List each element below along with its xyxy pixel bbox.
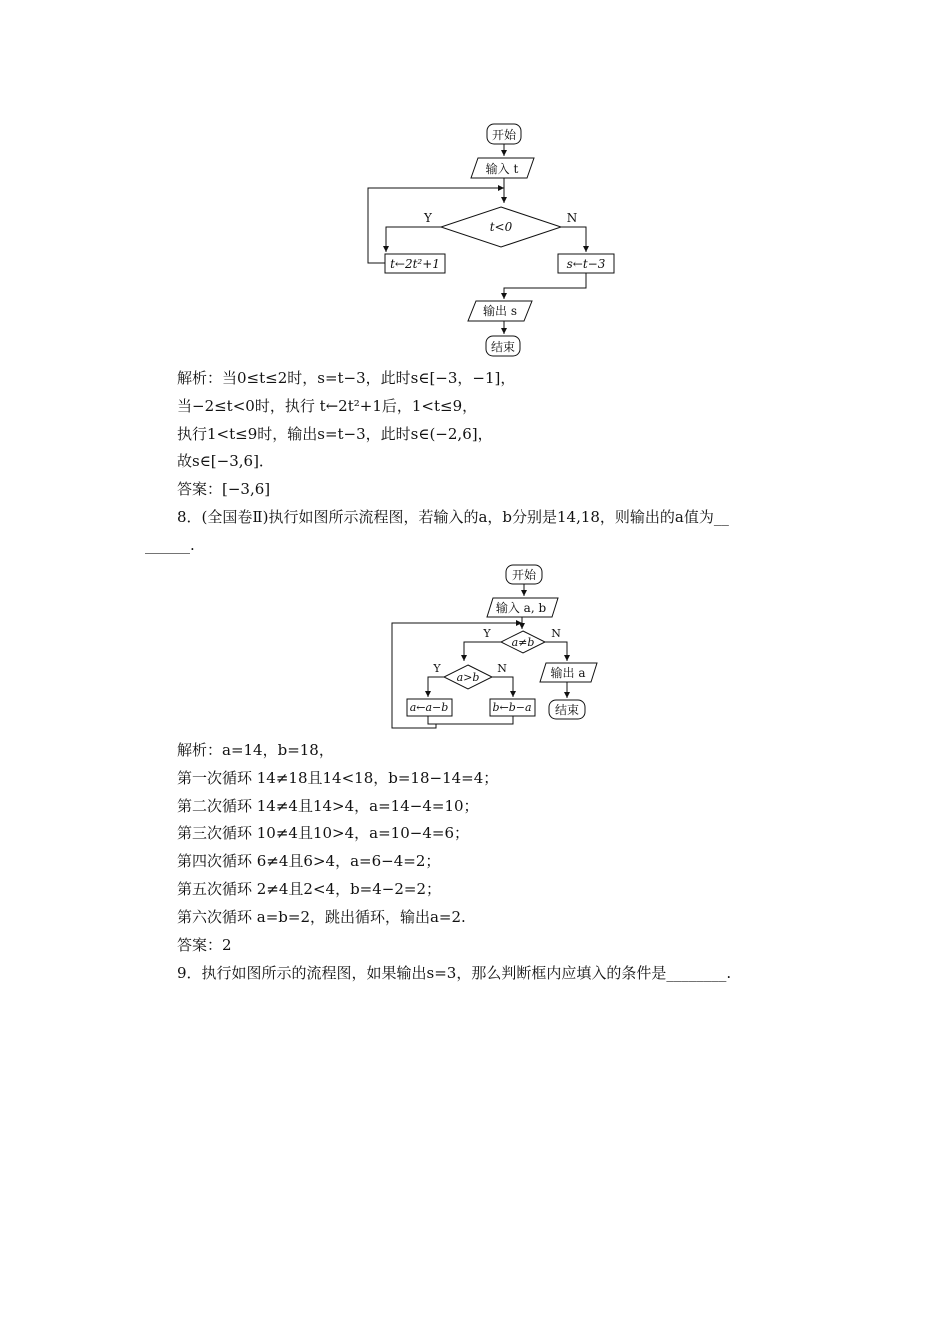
solution2-line3: 第二次循环 14≠4且14>4，a=14−4=10； — [177, 797, 479, 815]
fc2-outer-condition-label: a≠b — [511, 636, 535, 649]
fc1-yes-box-label: t←2t²+1 — [390, 257, 440, 271]
question8-line1: 8．(全国卷Ⅱ)执行如图所示流程图，若输入的a，b分别是14,18，则输出的a值为__ — [177, 508, 729, 526]
fc2-inner-yes-label: Y — [433, 662, 441, 675]
solution2-line2: 第一次循环 14≠18且14<18，b=18−14=4； — [177, 769, 499, 787]
fc1-input-label: 输入 t — [485, 162, 519, 176]
fc2-end-label: 结束 — [554, 703, 580, 717]
solution2-line1: 解析：a=14，b=18， — [177, 741, 334, 759]
fc2-right-box-label: b←b−a — [492, 701, 532, 714]
fc2-inner-condition-label: a>b — [456, 671, 480, 684]
fc2-outer-no-label: N — [551, 627, 561, 640]
flowchart-1 — [368, 124, 614, 356]
fc1-condition-label: t<0 — [489, 220, 513, 234]
solution2-line6: 第五次循环 2≠4且2<4，b=4−2=2； — [177, 880, 442, 898]
fc2-input-label: 输入 a, b — [495, 601, 547, 615]
solution2-line7: 第六次循环 a=b=2，跳出循环，输出a=2. — [177, 908, 466, 926]
solution1-line2: 当−2≤t<0时，执行 t←2t²+1后，1<t≤9， — [177, 397, 478, 415]
question9-line1: 9．执行如图所示的流程图，如果输出s=3，那么判断框内应填入的条件是________. — [177, 964, 732, 982]
fc1-yes-label: Y — [424, 211, 432, 225]
fc1-output-label: 输出 s — [483, 304, 517, 318]
fc2-inner-no-label: N — [497, 662, 507, 675]
question8-line2: ______. — [145, 536, 195, 554]
fc2-outer-yes-label: Y — [483, 627, 491, 640]
solution2-line5: 第四次循环 6≠4且6>4，a=6−4=2； — [177, 852, 441, 870]
solution1-line4: 故s∈[−3,6]． — [177, 452, 274, 470]
solution2-line4: 第三次循环 10≠4且10>4，a=10−4=6； — [177, 824, 469, 842]
fc1-start-label: 开始 — [491, 128, 517, 142]
fc2-start-label: 开始 — [511, 568, 537, 582]
solution1-line1: 解析：当0≤t≤2时，s=t−3，此时s∈[−3，−1]， — [177, 369, 516, 387]
solution1-line3: 执行1<t≤9时，输出s=t−3，此时s∈(−2,6]， — [177, 425, 493, 443]
fc1-no-label: N — [566, 211, 578, 225]
fc2-output-label: 输出 a — [550, 666, 586, 680]
fc1-end-label: 结束 — [490, 340, 516, 354]
solution2-answer: 答案：2 — [177, 936, 232, 954]
solution1-answer: 答案：[−3,6] — [177, 480, 271, 498]
fc2-left-box-label: a←a−b — [409, 701, 449, 714]
fc1-no-box-label: s←t−3 — [566, 257, 606, 271]
